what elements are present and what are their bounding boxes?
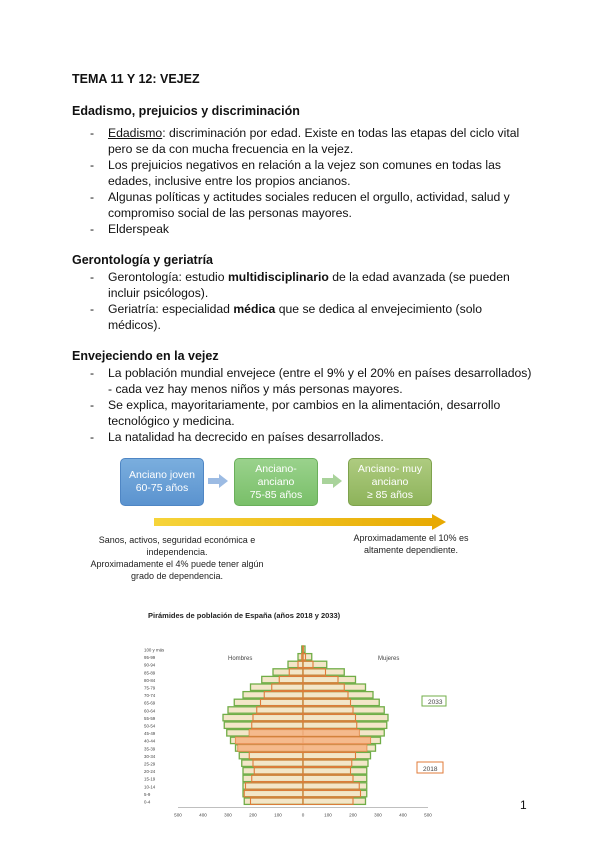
bar-men-2033 <box>228 707 303 713</box>
age-tick-label: 60-64 <box>144 708 156 714</box>
bar-men-2033 <box>251 684 304 690</box>
note-left: Sanos, activos, seguridad económica e independencia. Aproximadamente el 4% puede tener algún grado de dependencia. <box>90 535 264 581</box>
age-tick-label: 80-84 <box>144 677 156 683</box>
bar-men-2033 <box>273 669 303 675</box>
bullet-list-gerontologia <box>90 269 535 333</box>
bar-men-2033 <box>243 783 303 789</box>
stage-box-anciano-anciano <box>234 458 318 506</box>
age-tick-label: 20-24 <box>144 769 156 775</box>
x-tick-label: 100 <box>274 812 282 818</box>
bar-women-2033 <box>303 760 368 766</box>
stage-box-anciano-joven <box>120 458 204 506</box>
bar-men-2018-fill <box>238 745 303 751</box>
bar-women-2033 <box>303 669 344 675</box>
bar-men-2033 <box>234 699 303 705</box>
age-tick-label: 40-44 <box>144 738 156 744</box>
list-item <box>90 269 535 301</box>
list-item-text: : discriminación por edad. Existe en todas las etapas del ciclo vital pero se da con mucha frecuencia en la vejez. <box>108 126 520 156</box>
section-heading-envejeciendo: Envejeciendo en la vejez <box>72 349 219 363</box>
x-tick-label: 400 <box>399 812 407 818</box>
age-tick-label: 55-59 <box>144 715 156 721</box>
bar-men-2018-fill <box>236 737 304 743</box>
stage-range: 60-75 años <box>135 482 189 494</box>
bar-men-2033 <box>244 798 303 804</box>
bar-women-2018-fill <box>303 745 367 751</box>
age-tick-label: 85-89 <box>144 670 156 676</box>
list-item: - Los prejuicios negativos en relación a la vejez son comunes en todas las edades, inclusive entre los propios ancianos. <box>90 157 535 189</box>
bar-women-2033 <box>303 783 367 789</box>
list-item-text: Gerontología: estudio <box>108 270 228 284</box>
arrow-right-icon <box>320 473 344 489</box>
stage-label: Anciano- anciano <box>255 462 297 488</box>
section-heading-edadismo: Edadismo, prejuicios y discriminación <box>72 104 300 118</box>
bar-women-2033 <box>303 699 379 705</box>
x-tick-label: 100 <box>324 812 332 818</box>
stage-range: ≥ 85 años <box>366 488 414 501</box>
age-tick-label: 100 y más <box>144 647 165 653</box>
bar-men-2033 <box>262 676 303 682</box>
bar-women-2033 <box>303 707 384 713</box>
bold-term: multidisciplinario <box>227 270 329 284</box>
bar-men-2018-fill <box>249 730 303 736</box>
bar-women-2033 <box>303 775 367 781</box>
list-item-text: Geriatría: especialidad <box>108 302 234 316</box>
bullet-list-edadismo <box>90 125 535 237</box>
chart-title: Pirámides de población de España (años 2018 y 2033) <box>148 611 341 620</box>
bar-women-2033 <box>303 692 373 698</box>
bar-women-2033 <box>303 790 367 796</box>
x-tick-label: 0 <box>301 812 305 818</box>
bar-men-2033 <box>223 714 303 720</box>
age-tick-label: 15-19 <box>144 776 156 782</box>
population-pyramid-chart <box>140 604 460 826</box>
list-item-text: que se dedica al envejecimiento (solo médicos). <box>108 302 482 332</box>
legend-2018-label: 2018 <box>423 766 438 773</box>
x-tick-label: 300 <box>224 812 232 818</box>
bar-men-2033 <box>243 790 303 796</box>
arrow-right-icon <box>206 473 230 489</box>
bar-women-2033 <box>303 661 327 667</box>
bar-women-2033 <box>303 676 356 682</box>
age-tick-label: 30-34 <box>144 753 156 759</box>
age-tick-label: 75-79 <box>144 685 156 691</box>
list-item: - La población mundial envejece (entre el 9% y el 20% en países desarrollados) - cada vez hay menos niños y más personas mayores. <box>90 365 535 397</box>
bar-women-2018-fill <box>303 737 371 743</box>
legend-2033-label: 2033 <box>428 699 443 706</box>
list-item: - Elderspeak <box>90 221 535 237</box>
list-item-text: de la edad avanzada (se pueden incluir psicólogos). <box>108 270 510 300</box>
age-tick-label: 45-49 <box>144 731 156 737</box>
bar-men-2033 <box>243 768 303 774</box>
bar-women-2033 <box>303 722 387 728</box>
x-tick-label: 200 <box>249 812 257 818</box>
age-tick-label: 65-69 <box>144 700 156 706</box>
list-item: - La natalidad ha decrecido en países desarrollados. <box>90 429 535 445</box>
bar-women-2033 <box>303 798 366 804</box>
age-tick-label: 95-99 <box>144 655 156 661</box>
stage-box-muy-anciano <box>348 458 432 506</box>
bar-men-2033 <box>242 760 303 766</box>
age-tick-label: 90-94 <box>144 662 156 668</box>
section-heading-gerontologia: Gerontología y geriatría <box>72 253 214 267</box>
bar-men-2033 <box>243 692 303 698</box>
page-title: TEMA 11 Y 12: VEJEZ <box>72 72 200 86</box>
term-edadismo: Edadismo <box>108 126 163 140</box>
bar-men-2033 <box>288 661 303 667</box>
bullet-list-envejeciendo <box>90 365 535 445</box>
age-tick-label: 50-54 <box>144 723 156 729</box>
x-tick-label: 400 <box>199 812 207 818</box>
bar-women-2033 <box>303 684 366 690</box>
age-tick-label: 70-74 <box>144 693 156 699</box>
women-label: Mujeres <box>378 656 400 662</box>
x-tick-label: 500 <box>424 812 432 818</box>
list-item: - Se explica, mayoritariamente, por cambios en la alimentación, desarrollo tecnológico y medicina. <box>90 397 535 429</box>
note-right: Aproximadamente el 10% es altamente dependiente. <box>353 533 469 555</box>
bar-women-2033 <box>303 752 371 758</box>
age-tick-label: 10-14 <box>144 784 156 790</box>
age-tick-label: 35-39 <box>144 746 156 752</box>
age-tick-label: 25-29 <box>144 761 156 767</box>
bar-women-2018-fill <box>303 730 359 736</box>
bar-women-2033 <box>303 768 367 774</box>
stage-label: Anciano- muy anciano <box>357 462 423 488</box>
x-tick-label: 200 <box>349 812 357 818</box>
progression-arrow-icon <box>150 513 450 531</box>
age-tick-label: 0-4 <box>144 799 151 805</box>
men-label: Hombres <box>228 656 253 662</box>
x-tick-label: 500 <box>174 812 182 818</box>
list-item <box>90 125 535 157</box>
bar-men-2033 <box>224 722 303 728</box>
stage-label: Anciano joven <box>129 469 195 481</box>
bold-term: médica <box>233 302 276 316</box>
bar-women-2033 <box>303 654 312 660</box>
x-tick-label: 300 <box>374 812 382 818</box>
bar-women-2033 <box>303 714 388 720</box>
age-tick-label: 5-9 <box>144 791 151 797</box>
list-item: - Algunas políticas y actitudes sociales reducen el orgullo, actividad, salud y compromiso social de las personas mayores. <box>90 189 535 221</box>
stage-range: 75-85 años <box>249 488 303 501</box>
page-number: 1 <box>520 798 527 812</box>
list-item <box>90 301 535 333</box>
